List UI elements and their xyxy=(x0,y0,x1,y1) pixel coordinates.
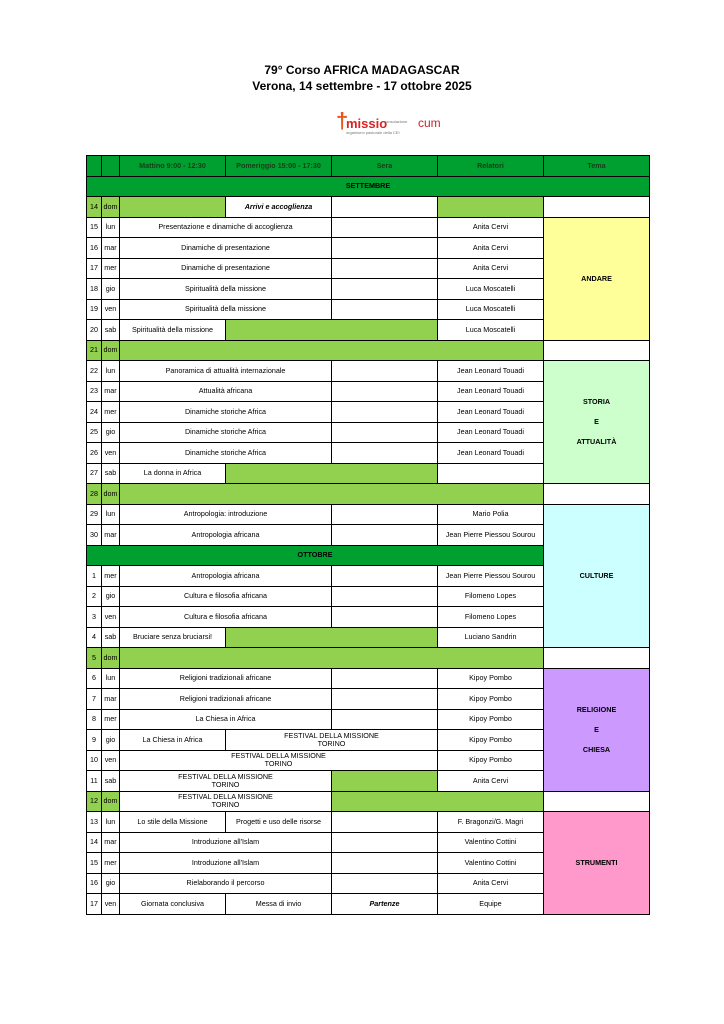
festival-cell xyxy=(120,791,332,812)
mattino-cell: Bruciare senza bruciarsi! xyxy=(120,627,226,648)
festival-line: FESTIVAL DELLA MISSIONE xyxy=(231,751,326,761)
free-afternoon-cell xyxy=(226,627,438,648)
sera-cell: Partenze xyxy=(332,894,438,915)
tema-cell xyxy=(544,791,650,812)
day-number: 24 xyxy=(87,402,102,423)
activity-cell: Attualità africana xyxy=(120,381,332,402)
day-number: 15 xyxy=(87,217,102,238)
relatori-cell: Jean Pierre Piessou Sourou xyxy=(438,566,544,587)
sera-cell xyxy=(332,709,438,730)
table-row xyxy=(87,484,650,505)
tema-cell xyxy=(544,340,650,361)
relatori-cell: Jean Leonard Touadi xyxy=(438,443,544,464)
sera-cell xyxy=(332,238,438,259)
day-name: gio xyxy=(102,873,120,894)
day-name: mar xyxy=(102,381,120,402)
free-day-cell xyxy=(120,648,544,669)
header-pomeriggio: Pomeriggio 15:00 - 17:30 xyxy=(226,156,332,177)
table-row xyxy=(87,340,650,361)
sera-cell xyxy=(332,197,438,218)
table-row xyxy=(87,812,650,833)
day-name: mar xyxy=(102,689,120,710)
day-name: mar xyxy=(102,238,120,259)
logo-cum: cum xyxy=(418,116,441,130)
day-name: gio xyxy=(102,422,120,443)
schedule-table xyxy=(86,155,650,915)
activity-cell: Introduzione all'Islam xyxy=(120,832,332,853)
day-number: 17 xyxy=(87,894,102,915)
activity-cell: Antropologia: introduzione xyxy=(120,504,332,525)
day-name: mer xyxy=(102,402,120,423)
relatori-cell xyxy=(438,197,544,218)
day-number: 14 xyxy=(87,832,102,853)
relatori-cell: Kipoy Pombo xyxy=(438,709,544,730)
day-name: lun xyxy=(102,361,120,382)
sera-cell xyxy=(332,873,438,894)
festival-line: TORINO xyxy=(264,759,293,769)
activity-cell: Spiritualità della missione xyxy=(120,299,332,320)
relatori-cell: Kipoy Pombo xyxy=(438,730,544,751)
activity-cell: Presentazione e dinamiche di accoglienza xyxy=(120,217,332,238)
relatori-cell: Anita Cervi xyxy=(438,258,544,279)
free-day-cell xyxy=(120,340,544,361)
free-evening-cell xyxy=(332,791,544,812)
table-row xyxy=(87,668,650,689)
activity-cell: Spiritualità della missione xyxy=(120,279,332,300)
day-name: ven xyxy=(102,299,120,320)
page-subtitle: Verona, 14 settembre - 17 ottobre 2025 xyxy=(252,79,472,93)
sera-cell xyxy=(332,422,438,443)
festival-line: FESTIVAL DELLA MISSIONE xyxy=(284,730,379,740)
cross-icon: † xyxy=(336,108,349,133)
sera-cell xyxy=(332,689,438,710)
free-afternoon-cell xyxy=(226,320,438,341)
day-number: 18 xyxy=(87,279,102,300)
header-blank xyxy=(102,156,120,177)
day-name: dom xyxy=(102,648,120,669)
relatori-cell: Anita Cervi xyxy=(438,873,544,894)
festival-line: TORINO xyxy=(211,779,240,789)
relatori-cell: Equipe xyxy=(438,894,544,915)
sera-cell xyxy=(332,381,438,402)
day-name: mer xyxy=(102,258,120,279)
day-name: ven xyxy=(102,607,120,628)
relatori-cell: Valentino Cottini xyxy=(438,832,544,853)
activity-cell: Panoramica di attualità internazionale xyxy=(120,361,332,382)
relatori-cell: Anita Cervi xyxy=(438,238,544,259)
day-number: 22 xyxy=(87,361,102,382)
day-name: mer xyxy=(102,853,120,874)
relatori-cell: Jean Leonard Touadi xyxy=(438,381,544,402)
tema-cell xyxy=(544,648,650,669)
festival-cell xyxy=(120,750,438,771)
day-name: mar xyxy=(102,832,120,853)
activity-cell: Dinamiche storiche Africa xyxy=(120,422,332,443)
day-name: sab xyxy=(102,463,120,484)
theme-andare: ANDARE xyxy=(544,217,650,340)
day-name: mer xyxy=(102,566,120,587)
relatori-cell: Filomeno Lopes xyxy=(438,586,544,607)
logo-tag: organismo pastorale della CEI xyxy=(346,130,400,135)
header-row xyxy=(87,156,650,177)
relatori-cell: Anita Cervi xyxy=(438,771,544,792)
day-number: 7 xyxy=(87,689,102,710)
day-name: sab xyxy=(102,627,120,648)
table-row xyxy=(87,648,650,669)
logo-sub: consolazione xyxy=(384,119,408,124)
day-name: gio xyxy=(102,586,120,607)
relatori-cell: Jean Leonard Touadi xyxy=(438,402,544,423)
day-number: 26 xyxy=(87,443,102,464)
table-row xyxy=(87,217,650,238)
day-name: lun xyxy=(102,668,120,689)
activity-cell: Religioni tradizionali africane xyxy=(120,668,332,689)
mattino-cell: La Chiesa in Africa xyxy=(120,730,226,751)
theme-storia xyxy=(544,361,650,484)
theme-line: E xyxy=(594,724,599,734)
theme-line: CHIESA xyxy=(582,744,611,754)
festival-line: TORINO xyxy=(317,738,346,748)
header-relatori: Relatori xyxy=(438,156,544,177)
festival-cell xyxy=(226,730,438,751)
day-name: dom xyxy=(102,791,120,812)
relatori-cell: Filomeno Lopes xyxy=(438,607,544,628)
header-mattino: Mattino 9:00 - 12:30 xyxy=(120,156,226,177)
table-row xyxy=(87,197,650,218)
relatori-cell: Jean Leonard Touadi xyxy=(438,422,544,443)
day-name: ven xyxy=(102,750,120,771)
festival-cell xyxy=(120,771,332,792)
sera-cell xyxy=(332,586,438,607)
sera-cell xyxy=(332,832,438,853)
activity-cell: Cultura e filosofia africana xyxy=(120,607,332,628)
activity-cell: La Chiesa in Africa xyxy=(120,709,332,730)
relatori-cell: Luca Moscatelli xyxy=(438,299,544,320)
day-number: 28 xyxy=(87,484,102,505)
day-name: ven xyxy=(102,443,120,464)
day-name: sab xyxy=(102,771,120,792)
day-name: mar xyxy=(102,525,120,546)
relatori-cell: Valentino Cottini xyxy=(438,853,544,874)
sera-cell xyxy=(332,525,438,546)
free-day-cell xyxy=(120,484,544,505)
mattino-cell: Giornata conclusiva xyxy=(120,894,226,915)
missio-logo xyxy=(336,110,448,136)
activity-cell: Dinamiche di presentazione xyxy=(120,258,332,279)
sera-cell xyxy=(332,299,438,320)
day-number: 11 xyxy=(87,771,102,792)
activity-cell: Religioni tradizionali africane xyxy=(120,689,332,710)
mattino-cell: Lo stile della Missione xyxy=(120,812,226,833)
day-number: 8 xyxy=(87,709,102,730)
sera-cell xyxy=(332,853,438,874)
day-number: 23 xyxy=(87,381,102,402)
day-number: 5 xyxy=(87,648,102,669)
sera-cell xyxy=(332,566,438,587)
day-number: 13 xyxy=(87,812,102,833)
day-name: dom xyxy=(102,340,120,361)
month-settembre: SETTEMBRE xyxy=(87,176,650,197)
day-name: gio xyxy=(102,730,120,751)
table-row xyxy=(87,791,650,812)
sera-cell xyxy=(332,771,438,792)
day-name: ven xyxy=(102,894,120,915)
pomeriggio-cell: Progetti e uso delle risorse xyxy=(226,812,332,833)
page-title: 79° Corso AFRICA MADAGASCAR xyxy=(264,63,460,77)
activity-cell: Dinamiche di presentazione xyxy=(120,238,332,259)
free-afternoon-cell xyxy=(226,463,438,484)
day-number: 12 xyxy=(87,791,102,812)
relatori-cell: Luciano Sandrin xyxy=(438,627,544,648)
day-number: 16 xyxy=(87,873,102,894)
sera-cell xyxy=(332,402,438,423)
activity-cell: Dinamiche storiche Africa xyxy=(120,443,332,464)
day-number: 9 xyxy=(87,730,102,751)
day-name: dom xyxy=(102,484,120,505)
header-blank xyxy=(87,156,102,177)
sera-cell xyxy=(332,258,438,279)
header-sera: Sera xyxy=(332,156,438,177)
theme-line: RELIGIONE xyxy=(576,704,617,714)
relatori-cell: Anita Cervi xyxy=(438,217,544,238)
sera-cell xyxy=(332,217,438,238)
day-number: 27 xyxy=(87,463,102,484)
relatori-cell: Luca Moscatelli xyxy=(438,320,544,341)
month-ottobre: OTTOBRE xyxy=(87,545,544,566)
activity-cell: Antropologia africana xyxy=(120,566,332,587)
day-number: 2 xyxy=(87,586,102,607)
festival-line: TORINO xyxy=(211,800,240,810)
pomeriggio-cell: Arrivi e accoglienza xyxy=(226,197,332,218)
day-number: 14 xyxy=(87,197,102,218)
mattino-cell: La donna in Africa xyxy=(120,463,226,484)
relatori-cell: Mario Polia xyxy=(438,504,544,525)
sera-cell xyxy=(332,504,438,525)
relatori-cell: Kipoy Pombo xyxy=(438,668,544,689)
day-name: lun xyxy=(102,504,120,525)
day-number: 17 xyxy=(87,258,102,279)
relatori-cell: Jean Leonard Touadi xyxy=(438,361,544,382)
day-number: 16 xyxy=(87,238,102,259)
day-name: lun xyxy=(102,217,120,238)
theme-culture: CULTURE xyxy=(544,504,650,648)
activity-cell: Rielaborando il percorso xyxy=(120,873,332,894)
day-number: 19 xyxy=(87,299,102,320)
day-name: mer xyxy=(102,709,120,730)
relatori-cell: Jean Pierre Piessou Sourou xyxy=(438,525,544,546)
festival-line: FESTIVAL DELLA MISSIONE xyxy=(178,792,273,802)
theme-line: ATTUALITÀ xyxy=(576,437,617,446)
theme-religione xyxy=(544,668,650,791)
day-number: 21 xyxy=(87,340,102,361)
day-number: 25 xyxy=(87,422,102,443)
header-tema: Tema xyxy=(544,156,650,177)
theme-line: E xyxy=(594,417,599,426)
day-number: 15 xyxy=(87,853,102,874)
mattino-cell: Spiritualità della missione xyxy=(120,320,226,341)
sera-cell xyxy=(332,812,438,833)
activity-cell: Antropologia africana xyxy=(120,525,332,546)
theme-strumenti: STRUMENTI xyxy=(544,812,650,915)
mattino-cell xyxy=(120,197,226,218)
sera-cell xyxy=(332,443,438,464)
day-name: gio xyxy=(102,279,120,300)
relatori-cell xyxy=(438,463,544,484)
day-number: 3 xyxy=(87,607,102,628)
day-number: 6 xyxy=(87,668,102,689)
theme-line: STORIA xyxy=(582,397,611,406)
activity-cell: Cultura e filosofia africana xyxy=(120,586,332,607)
tema-cell xyxy=(544,484,650,505)
tema-cell xyxy=(544,197,650,218)
sera-cell xyxy=(332,361,438,382)
day-number: 1 xyxy=(87,566,102,587)
sera-cell xyxy=(332,279,438,300)
table-row xyxy=(87,504,650,525)
sera-cell xyxy=(332,668,438,689)
day-number: 10 xyxy=(87,750,102,771)
relatori-cell: Kipoy Pombo xyxy=(438,750,544,771)
day-number: 30 xyxy=(87,525,102,546)
relatori-cell: Kipoy Pombo xyxy=(438,689,544,710)
activity-cell: Introduzione all'Islam xyxy=(120,853,332,874)
day-name: lun xyxy=(102,812,120,833)
activity-cell: Dinamiche storiche Africa xyxy=(120,402,332,423)
logo-word: missio xyxy=(346,116,388,131)
day-name: sab xyxy=(102,320,120,341)
relatori-cell: F. Bragonzi/G. Magri xyxy=(438,812,544,833)
day-name: dom xyxy=(102,197,120,218)
day-number: 4 xyxy=(87,627,102,648)
day-number: 29 xyxy=(87,504,102,525)
relatori-cell: Luca Moscatelli xyxy=(438,279,544,300)
day-number: 20 xyxy=(87,320,102,341)
table-row xyxy=(87,361,650,382)
sera-cell xyxy=(332,607,438,628)
pomeriggio-cell: Messa di invio xyxy=(226,894,332,915)
festival-line: FESTIVAL DELLA MISSIONE xyxy=(178,771,273,781)
month-row xyxy=(87,176,650,197)
